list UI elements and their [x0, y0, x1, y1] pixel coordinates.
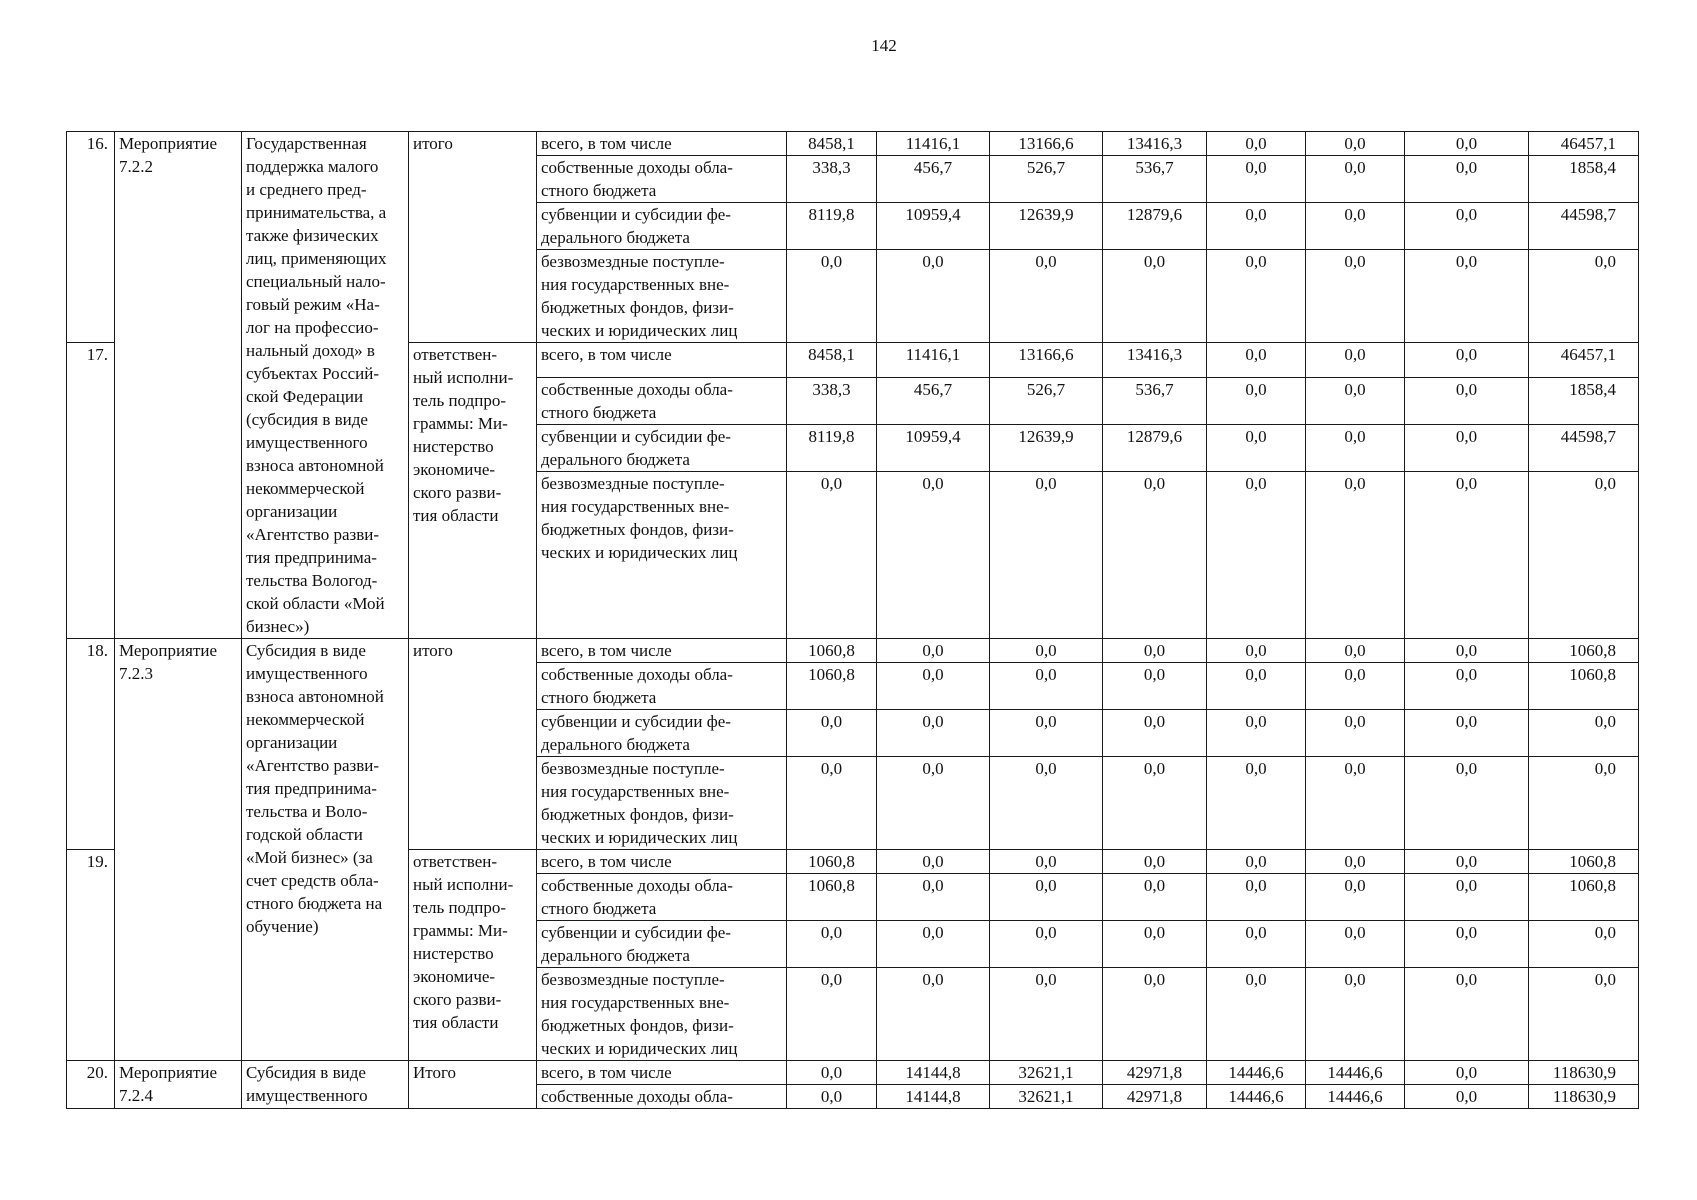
- year-value: 456,7: [877, 378, 990, 425]
- year-value: 0,0: [877, 250, 990, 343]
- row-number: 19.: [67, 850, 115, 1061]
- text-line: нистерство: [413, 437, 494, 456]
- text-line: дерального бюджета: [541, 450, 690, 469]
- funding-source: всего, в том числе: [537, 343, 787, 378]
- table-body: [67, 132, 1639, 1109]
- text-line: «Мой бизнес» (за: [246, 848, 373, 867]
- year-value: 0,0: [1207, 425, 1306, 472]
- year-value: 0,0: [877, 639, 990, 663]
- year-value: 0,0: [1207, 378, 1306, 425]
- table-row: [67, 639, 1639, 663]
- year-value: 0,0: [1405, 710, 1529, 757]
- table-row: [67, 1061, 1639, 1085]
- year-value: 8458,1: [787, 132, 877, 156]
- year-value: 13166,6: [990, 343, 1103, 378]
- year-value: 0,0: [1405, 203, 1529, 250]
- text-line: бюджетных фондов, физи-: [541, 298, 734, 317]
- total-value: 118630,9: [1529, 1085, 1639, 1109]
- total-value: 44598,7: [1529, 425, 1639, 472]
- text-line: субъектах Россий-: [246, 364, 380, 383]
- responsible-executor: Итого: [409, 1061, 537, 1109]
- text-line: ный исполни-: [413, 875, 514, 894]
- text-line: тия области: [413, 506, 499, 525]
- total-value: 46457,1: [1529, 132, 1639, 156]
- text-line: бизнес»): [246, 617, 310, 636]
- text-line: имущественного: [246, 433, 368, 452]
- text-line: стного бюджета на: [246, 894, 383, 913]
- year-value: 0,0: [990, 968, 1103, 1061]
- text-line: тель подпро-: [413, 391, 506, 410]
- text-line: дерального бюджета: [541, 228, 690, 247]
- year-value: 0,0: [1405, 132, 1529, 156]
- year-value: 8458,1: [787, 343, 877, 378]
- year-value: 0,0: [1306, 250, 1405, 343]
- text-line: ческих и юридических лиц: [541, 321, 738, 340]
- text-line: ный исполни-: [413, 368, 514, 387]
- year-value: 12639,9: [990, 425, 1103, 472]
- text-line: говый режим «На-: [246, 295, 380, 314]
- year-value: 0,0: [1103, 874, 1207, 921]
- year-value: 1060,8: [787, 639, 877, 663]
- text-line: собственные доходы обла-: [541, 380, 733, 399]
- year-value: 0,0: [787, 472, 877, 639]
- row-number: 17.: [67, 343, 115, 639]
- text-line: Субсидия в виде: [246, 641, 366, 660]
- year-value: 0,0: [1306, 425, 1405, 472]
- responsible-executor: [409, 850, 537, 1061]
- year-value: 0,0: [787, 1061, 877, 1085]
- text-line: нистерство: [413, 944, 494, 963]
- text-line: дерального бюджета: [541, 735, 690, 754]
- year-value: 11416,1: [877, 343, 990, 378]
- text-line: организации: [246, 502, 338, 521]
- year-value: 32621,1: [990, 1061, 1103, 1085]
- year-value: 0,0: [1103, 663, 1207, 710]
- text-line: «Агентство разви-: [246, 525, 379, 544]
- text-line: тия предпринима-: [246, 548, 377, 567]
- year-value: 14446,6: [1306, 1061, 1405, 1085]
- year-value: 0,0: [1306, 472, 1405, 639]
- text-line: ской области «Мой: [246, 594, 385, 613]
- text-line: тия предпринима-: [246, 779, 377, 798]
- year-value: 0,0: [1405, 663, 1529, 710]
- year-value: 0,0: [1306, 921, 1405, 968]
- text-line: граммы: Ми-: [413, 414, 508, 433]
- year-value: 0,0: [1103, 250, 1207, 343]
- year-value: 0,0: [1405, 968, 1529, 1061]
- year-value: 0,0: [1207, 639, 1306, 663]
- text-line: ческих и юридических лиц: [541, 543, 738, 562]
- year-value: 0,0: [877, 850, 990, 874]
- year-value: 0,0: [1306, 874, 1405, 921]
- text-line: собственные доходы обла-: [541, 158, 733, 177]
- measure-description: Субсидия в виде имущественного: [242, 1061, 409, 1109]
- year-value: 0,0: [877, 874, 990, 921]
- year-value: 0,0: [1405, 639, 1529, 663]
- text-line: граммы: Ми-: [413, 921, 508, 940]
- text-line: собственные доходы обла-: [541, 876, 733, 895]
- total-value: 0,0: [1529, 250, 1639, 343]
- row-number: 16.: [67, 132, 115, 343]
- text-line: принимательства, а: [246, 203, 387, 222]
- year-value: 12639,9: [990, 203, 1103, 250]
- text-line: ния государственных вне-: [541, 497, 730, 516]
- year-value: 0,0: [877, 921, 990, 968]
- year-value: 526,7: [990, 156, 1103, 203]
- year-value: 0,0: [990, 874, 1103, 921]
- text-line: дерального бюджета: [541, 946, 690, 965]
- text-line: бюджетных фондов, физи-: [541, 1016, 734, 1035]
- year-value: 0,0: [1207, 663, 1306, 710]
- year-value: 14446,6: [1207, 1085, 1306, 1109]
- text-line: обучение): [246, 917, 319, 936]
- table-row: [67, 132, 1639, 156]
- year-value: 0,0: [1207, 472, 1306, 639]
- year-value: 0,0: [1405, 343, 1529, 378]
- text-line: также физических: [246, 226, 379, 245]
- funding-source: [537, 203, 787, 250]
- text-line: поддержка малого: [246, 157, 379, 176]
- responsible-executor: [409, 343, 537, 639]
- year-value: 0,0: [1207, 921, 1306, 968]
- year-value: 0,0: [787, 1085, 877, 1109]
- total-value: 44598,7: [1529, 203, 1639, 250]
- year-value: 11416,1: [877, 132, 990, 156]
- year-value: 0,0: [1207, 850, 1306, 874]
- responsible-executor: итого: [409, 132, 537, 343]
- text-line: безвозмездные поступле-: [541, 474, 725, 493]
- year-value: 0,0: [1306, 850, 1405, 874]
- text-line: бюджетных фондов, физи-: [541, 805, 734, 824]
- total-value: 1060,8: [1529, 850, 1639, 874]
- year-value: 14144,8: [877, 1085, 990, 1109]
- text-line: стного бюджета: [541, 688, 657, 707]
- funding-source: всего, в том числе: [537, 850, 787, 874]
- year-value: 0,0: [1103, 968, 1207, 1061]
- year-value: 0,0: [990, 472, 1103, 639]
- text-line: и среднего пред-: [246, 180, 367, 199]
- year-value: 0,0: [990, 663, 1103, 710]
- year-value: 0,0: [1306, 710, 1405, 757]
- measure-name: Мероприятие 7.2.2: [115, 132, 242, 639]
- year-value: 1060,8: [787, 663, 877, 710]
- page-number: 142: [871, 36, 897, 55]
- funding-source: [537, 710, 787, 757]
- funding-table: [66, 131, 1639, 1109]
- year-value: 0,0: [1306, 663, 1405, 710]
- text-line: ответствен-: [413, 852, 498, 871]
- text-line: «Агентство разви-: [246, 756, 379, 775]
- text-line: имущественного: [246, 664, 368, 683]
- year-value: 0,0: [1207, 968, 1306, 1061]
- year-value: 536,7: [1103, 156, 1207, 203]
- year-value: 0,0: [990, 710, 1103, 757]
- measure-name: Мероприятие 7.2.4: [115, 1061, 242, 1109]
- text-line: бюджетных фондов, физи-: [541, 520, 734, 539]
- funding-source: [537, 663, 787, 710]
- year-value: 0,0: [990, 921, 1103, 968]
- text-line: некоммерческой: [246, 710, 365, 729]
- year-value: 0,0: [1306, 203, 1405, 250]
- year-value: 0,0: [1405, 874, 1529, 921]
- text-line: лог на профессио-: [246, 318, 379, 337]
- year-value: 13166,6: [990, 132, 1103, 156]
- year-value: 0,0: [877, 710, 990, 757]
- year-value: 0,0: [1306, 343, 1405, 378]
- funding-source: [537, 250, 787, 343]
- year-value: 0,0: [1103, 639, 1207, 663]
- year-value: 0,0: [1405, 250, 1529, 343]
- row-number: 18.: [67, 639, 115, 850]
- measure-name: Мероприятие 7.2.3: [115, 639, 242, 1061]
- year-value: 0,0: [877, 472, 990, 639]
- text-line: ния государственных вне-: [541, 782, 730, 801]
- year-value: 0,0: [1405, 156, 1529, 203]
- year-value: 0,0: [1207, 203, 1306, 250]
- text-line: субвенции и субсидии фе-: [541, 712, 731, 731]
- total-value: 118630,9: [1529, 1061, 1639, 1085]
- text-line: взноса автономной: [246, 456, 384, 475]
- year-value: 0,0: [1207, 757, 1306, 850]
- year-value: 0,0: [1306, 968, 1405, 1061]
- year-value: 0,0: [1103, 710, 1207, 757]
- year-value: 0,0: [787, 250, 877, 343]
- text-line: ского разви-: [413, 483, 502, 502]
- total-value: 46457,1: [1529, 343, 1639, 378]
- text-line: ческих и юридических лиц: [541, 1039, 738, 1058]
- year-value: 0,0: [1207, 874, 1306, 921]
- year-value: 0,0: [1306, 156, 1405, 203]
- year-value: 0,0: [990, 250, 1103, 343]
- year-value: 0,0: [1306, 757, 1405, 850]
- funding-source: [537, 921, 787, 968]
- year-value: 0,0: [877, 757, 990, 850]
- year-value: 0,0: [1103, 472, 1207, 639]
- text-line: стного бюджета: [541, 403, 657, 422]
- text-line: субвенции и субсидии фе-: [541, 923, 731, 942]
- text-line: ского разви-: [413, 990, 502, 1009]
- text-line: взноса автономной: [246, 687, 384, 706]
- text-line: специальный нало-: [246, 272, 386, 291]
- total-value: 0,0: [1529, 921, 1639, 968]
- year-value: 14446,6: [1207, 1061, 1306, 1085]
- total-value: 0,0: [1529, 968, 1639, 1061]
- total-value: 1858,4: [1529, 378, 1639, 425]
- text-line: субвенции и субсидии фе-: [541, 205, 731, 224]
- year-value: 0,0: [787, 757, 877, 850]
- text-line: тельства и Воло-: [246, 802, 368, 821]
- year-value: 0,0: [1207, 156, 1306, 203]
- text-line: нальный доход» в: [246, 341, 375, 360]
- total-value: 0,0: [1529, 757, 1639, 850]
- year-value: 0,0: [1207, 132, 1306, 156]
- year-value: 13416,3: [1103, 132, 1207, 156]
- year-value: 12879,6: [1103, 203, 1207, 250]
- year-value: 0,0: [1405, 378, 1529, 425]
- year-value: 0,0: [877, 663, 990, 710]
- year-value: 0,0: [990, 757, 1103, 850]
- text-line: ческих и юридических лиц: [541, 828, 738, 847]
- year-value: 338,3: [787, 156, 877, 203]
- text-line: собственные доходы обла-: [541, 665, 733, 684]
- text-line: ской Федерации: [246, 387, 364, 406]
- year-value: 0,0: [1405, 425, 1529, 472]
- measure-description: [242, 639, 409, 1061]
- year-value: 42971,8: [1103, 1085, 1207, 1109]
- text-line: тель подпро-: [413, 898, 506, 917]
- year-value: 8119,8: [787, 425, 877, 472]
- year-value: 0,0: [1405, 1085, 1529, 1109]
- funding-source: всего, в том числе: [537, 132, 787, 156]
- text-line: стного бюджета: [541, 899, 657, 918]
- year-value: 42971,8: [1103, 1061, 1207, 1085]
- year-value: 456,7: [877, 156, 990, 203]
- funding-source: всего, в том числе: [537, 1061, 787, 1085]
- year-value: 0,0: [1207, 710, 1306, 757]
- row-number: 20.: [67, 1061, 115, 1109]
- year-value: 0,0: [787, 968, 877, 1061]
- text-line: тия области: [413, 1013, 499, 1032]
- funding-source: [537, 378, 787, 425]
- year-value: 1060,8: [787, 850, 877, 874]
- year-value: 0,0: [787, 710, 877, 757]
- text-line: ния государственных вне-: [541, 275, 730, 294]
- year-value: 338,3: [787, 378, 877, 425]
- year-value: 0,0: [787, 921, 877, 968]
- text-line: Государственная: [246, 134, 367, 153]
- year-value: 10959,4: [877, 425, 990, 472]
- text-line: стного бюджета: [541, 181, 657, 200]
- year-value: 0,0: [1405, 472, 1529, 639]
- measure-description: [242, 132, 409, 639]
- year-value: 0,0: [1306, 639, 1405, 663]
- text-line: экономиче-: [413, 967, 496, 986]
- text-line: безвозмездные поступле-: [541, 252, 725, 271]
- year-value: 13416,3: [1103, 343, 1207, 378]
- year-value: 0,0: [1405, 757, 1529, 850]
- year-value: 526,7: [990, 378, 1103, 425]
- year-value: 32621,1: [990, 1085, 1103, 1109]
- year-value: 0,0: [877, 968, 990, 1061]
- year-value: 14446,6: [1306, 1085, 1405, 1109]
- year-value: 0,0: [1306, 378, 1405, 425]
- total-value: 1858,4: [1529, 156, 1639, 203]
- funding-source: [537, 472, 787, 639]
- funding-source: [537, 968, 787, 1061]
- text-line: лиц, применяющих: [246, 249, 387, 268]
- text-line: счет средств обла-: [246, 871, 379, 890]
- text-line: ответствен-: [413, 345, 498, 364]
- year-value: 0,0: [1103, 850, 1207, 874]
- year-value: 14144,8: [877, 1061, 990, 1085]
- funding-source: всего, в том числе: [537, 639, 787, 663]
- funding-source: [537, 156, 787, 203]
- text-line: годской области: [246, 825, 363, 844]
- total-value: 0,0: [1529, 472, 1639, 639]
- text-line: субвенции и субсидии фе-: [541, 427, 731, 446]
- year-value: 0,0: [1306, 132, 1405, 156]
- year-value: 0,0: [1405, 921, 1529, 968]
- year-value: 536,7: [1103, 378, 1207, 425]
- year-value: 0,0: [1405, 1061, 1529, 1085]
- funding-source: собственные доходы обла-: [537, 1085, 787, 1109]
- text-line: безвозмездные поступле-: [541, 970, 725, 989]
- total-value: 1060,8: [1529, 874, 1639, 921]
- text-line: тельства Вологод-: [246, 571, 378, 590]
- year-value: 10959,4: [877, 203, 990, 250]
- text-line: ния государственных вне-: [541, 993, 730, 1012]
- year-value: 0,0: [1103, 757, 1207, 850]
- text-line: некоммерческой: [246, 479, 365, 498]
- funding-source: [537, 425, 787, 472]
- funding-source: [537, 757, 787, 850]
- year-value: 12879,6: [1103, 425, 1207, 472]
- year-value: 0,0: [1207, 343, 1306, 378]
- year-value: 1060,8: [787, 874, 877, 921]
- funding-source: [537, 874, 787, 921]
- year-value: 0,0: [990, 850, 1103, 874]
- text-line: безвозмездные поступле-: [541, 759, 725, 778]
- total-value: 1060,8: [1529, 639, 1639, 663]
- responsible-executor: итого: [409, 639, 537, 850]
- total-value: 0,0: [1529, 710, 1639, 757]
- year-value: 0,0: [1207, 250, 1306, 343]
- year-value: 0,0: [990, 639, 1103, 663]
- text-line: экономиче-: [413, 460, 496, 479]
- year-value: 0,0: [1405, 850, 1529, 874]
- year-value: 8119,8: [787, 203, 877, 250]
- text-line: организации: [246, 733, 338, 752]
- text-line: (субсидия в виде: [246, 410, 368, 429]
- total-value: 1060,8: [1529, 663, 1639, 710]
- year-value: 0,0: [1103, 921, 1207, 968]
